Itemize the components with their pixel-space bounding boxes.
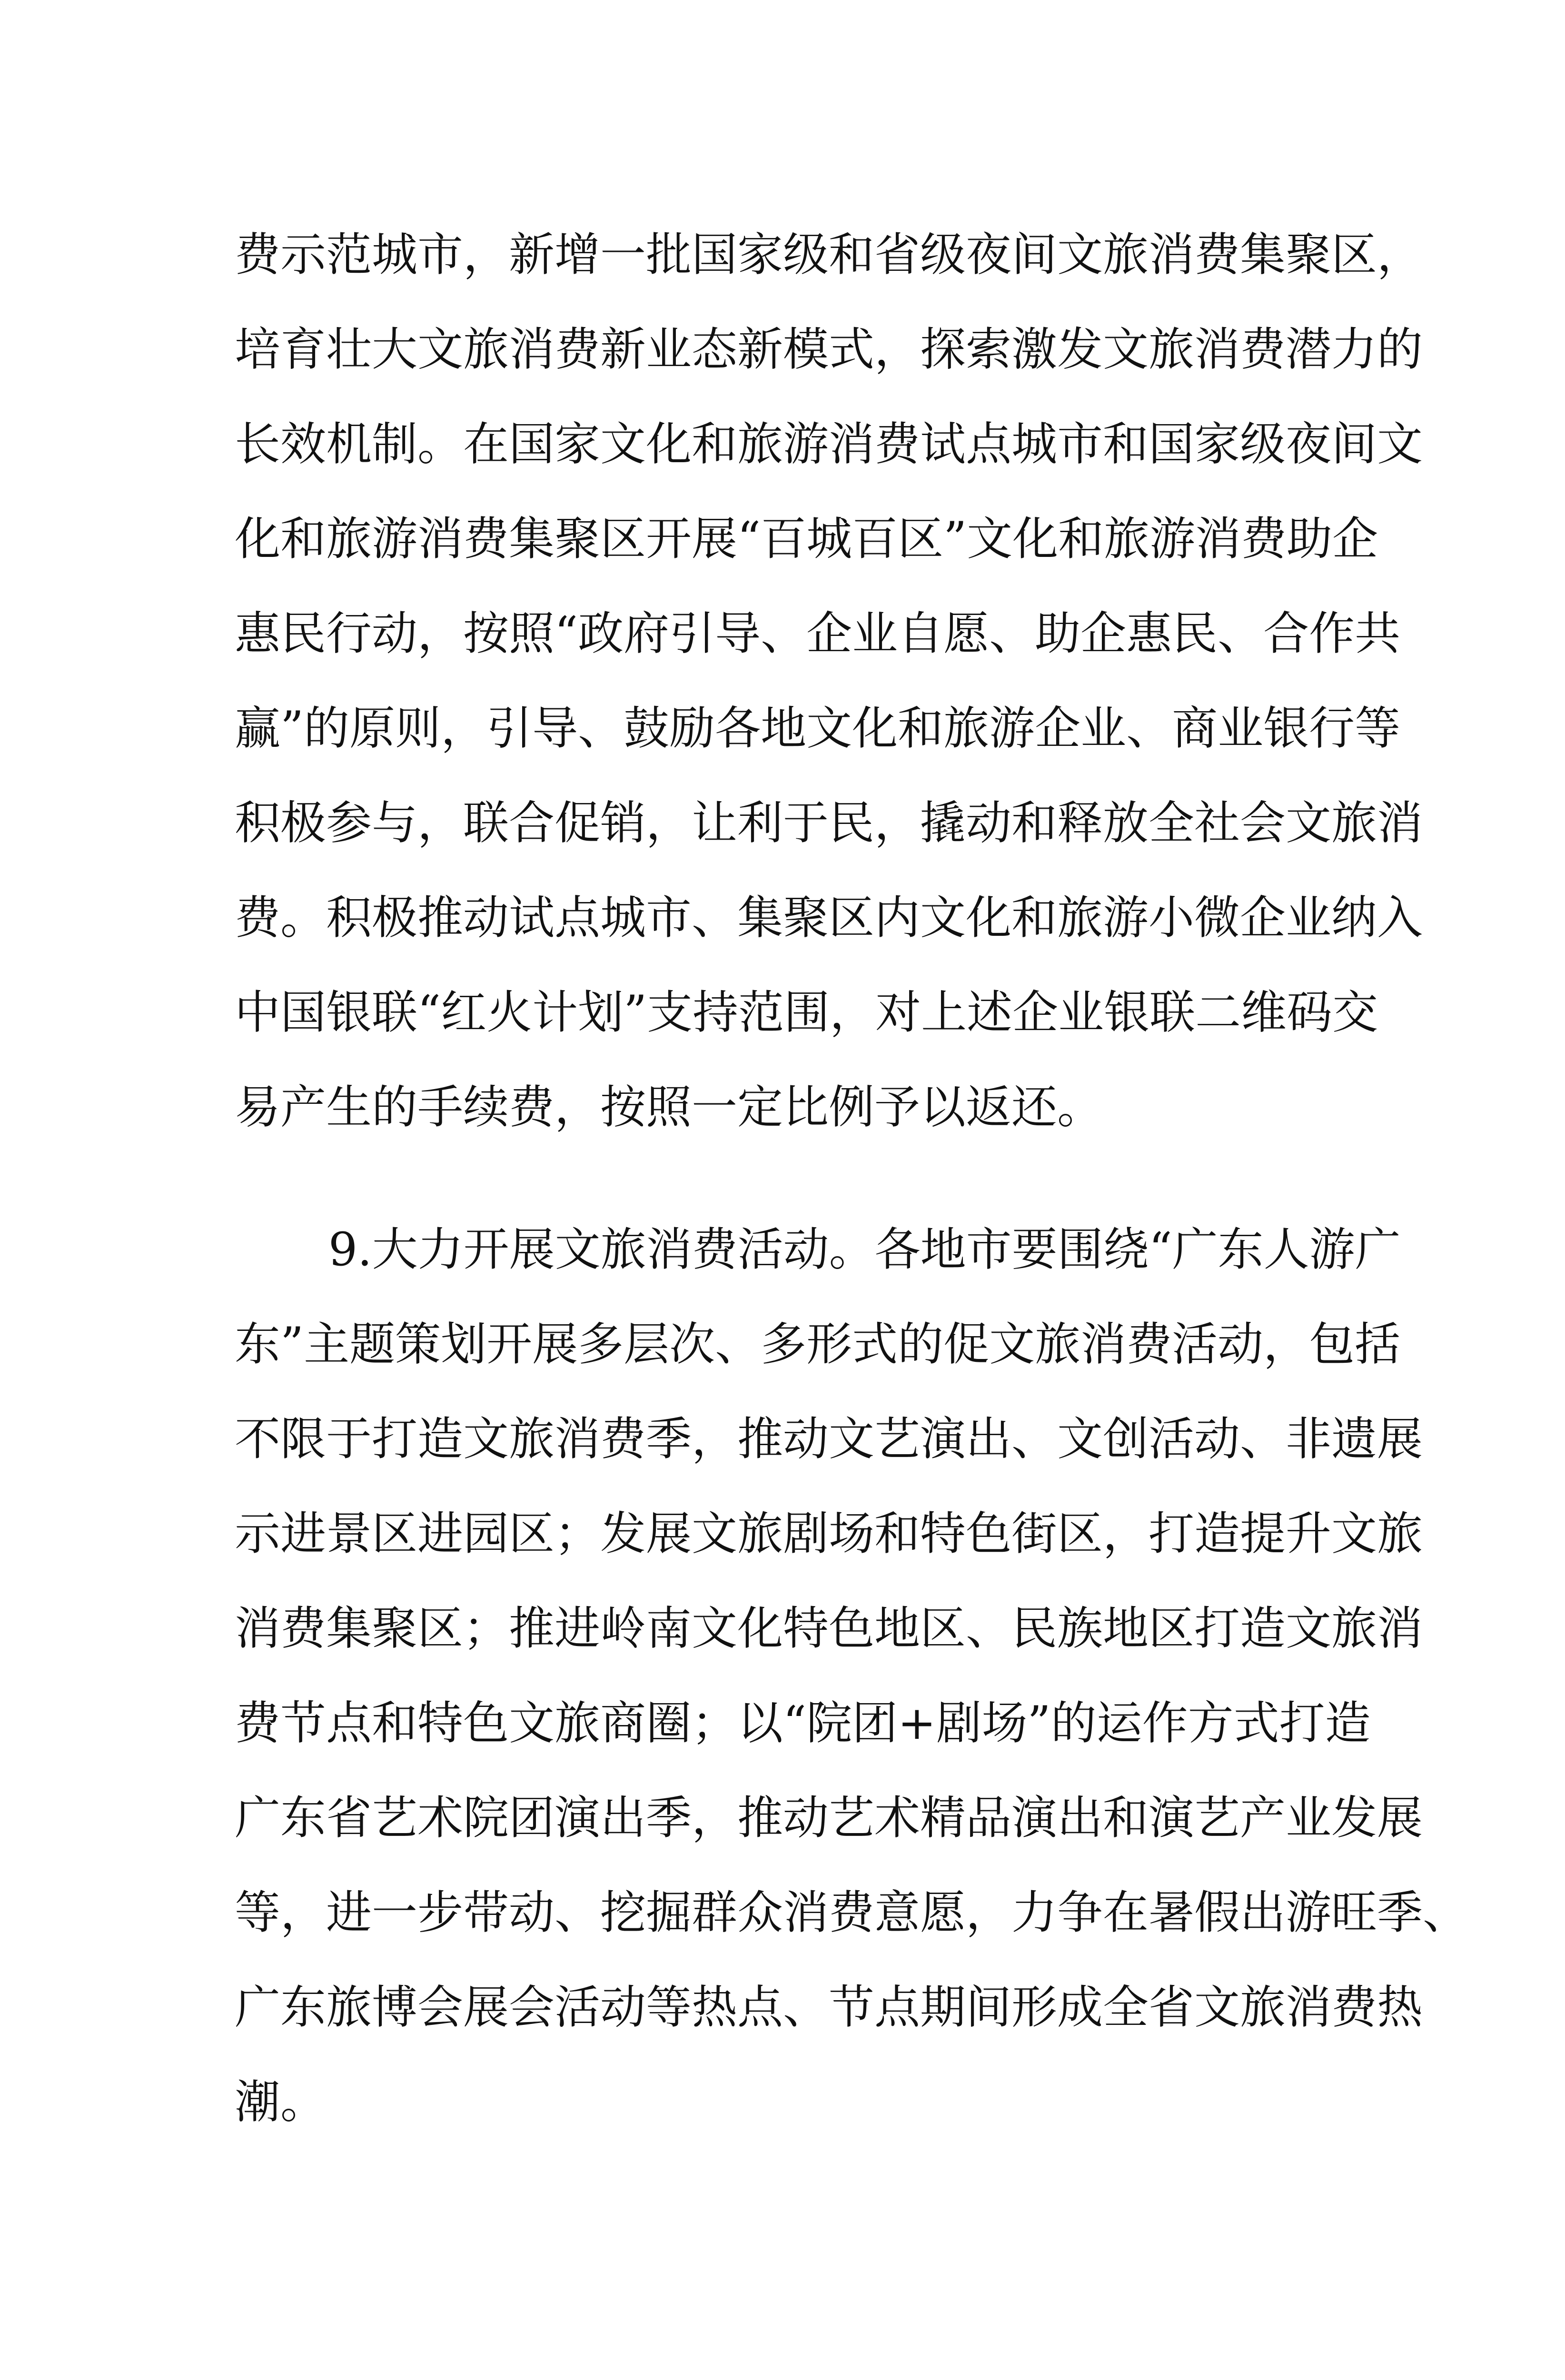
text-line: 潮。 [235,2075,326,2129]
text-line: 东”主题策划开展多层次、多形式的促文旅消费活动，包括 [235,1318,1401,1371]
text-line: 易产生的手续费，按照一定比例予以返还。 [235,1081,1103,1134]
text-line: 消费集聚区；推进岭南文化特色地区、民族地区打造文旅消 [235,1602,1423,1655]
text-line: 化和旅游消费集聚区开展“百城百区”文化和旅游消费助企 [235,512,1378,565]
text-line: 费。积极推动试点城市、集聚区内文化和旅游小微企业纳入 [235,891,1423,944]
text-line: 费节点和特色文旅商圈；以“院团+剧场”的运作方式打造 [235,1696,1371,1750]
text-line: 不限于打造文旅消费季，推动文艺演出、文创活动、非遗展 [235,1412,1423,1466]
text-line: 示进景区进园区；发展文旅剧场和特色街区，打造提升文旅 [235,1507,1423,1560]
text-line: 赢”的原则，引导、鼓励各地文化和旅游企业、商业银行等 [235,702,1401,755]
text-line: 等，进一步带动、挖掘群众消费意愿，力争在暑假出游旺季、 [235,1886,1468,1939]
text-line: 广东旅博会展会活动等热点、节点期间形成全省文旅消费热 [235,1981,1423,2034]
text-line: 惠民行动，按照“政府引导、企业自愿、助企惠民、合作共 [235,607,1401,660]
text-line: 长效机制。在国家文化和旅游消费试点城市和国家级夜间文 [235,417,1423,471]
text-line: 费示范城市，新增一批国家级和省级夜间文旅消费集聚区， [235,228,1423,281]
text-line: 中国银联“红火计划”支持范围，对上述企业银联二维码交 [235,986,1378,1039]
text-line: 积极参与，联合促销，让利于民，撬动和释放全社会文旅消 [235,796,1423,850]
text-line: 广东省艺术院团演出季，推动艺术精品演出和演艺产业发展 [235,1791,1423,1844]
text-line: 9.大力开展文旅消费活动。各地市要围绕“广东人游广 [328,1223,1401,1276]
text-line: 培育壮大文旅消费新业态新模式，探索激发文旅消费潜力的 [235,323,1423,376]
